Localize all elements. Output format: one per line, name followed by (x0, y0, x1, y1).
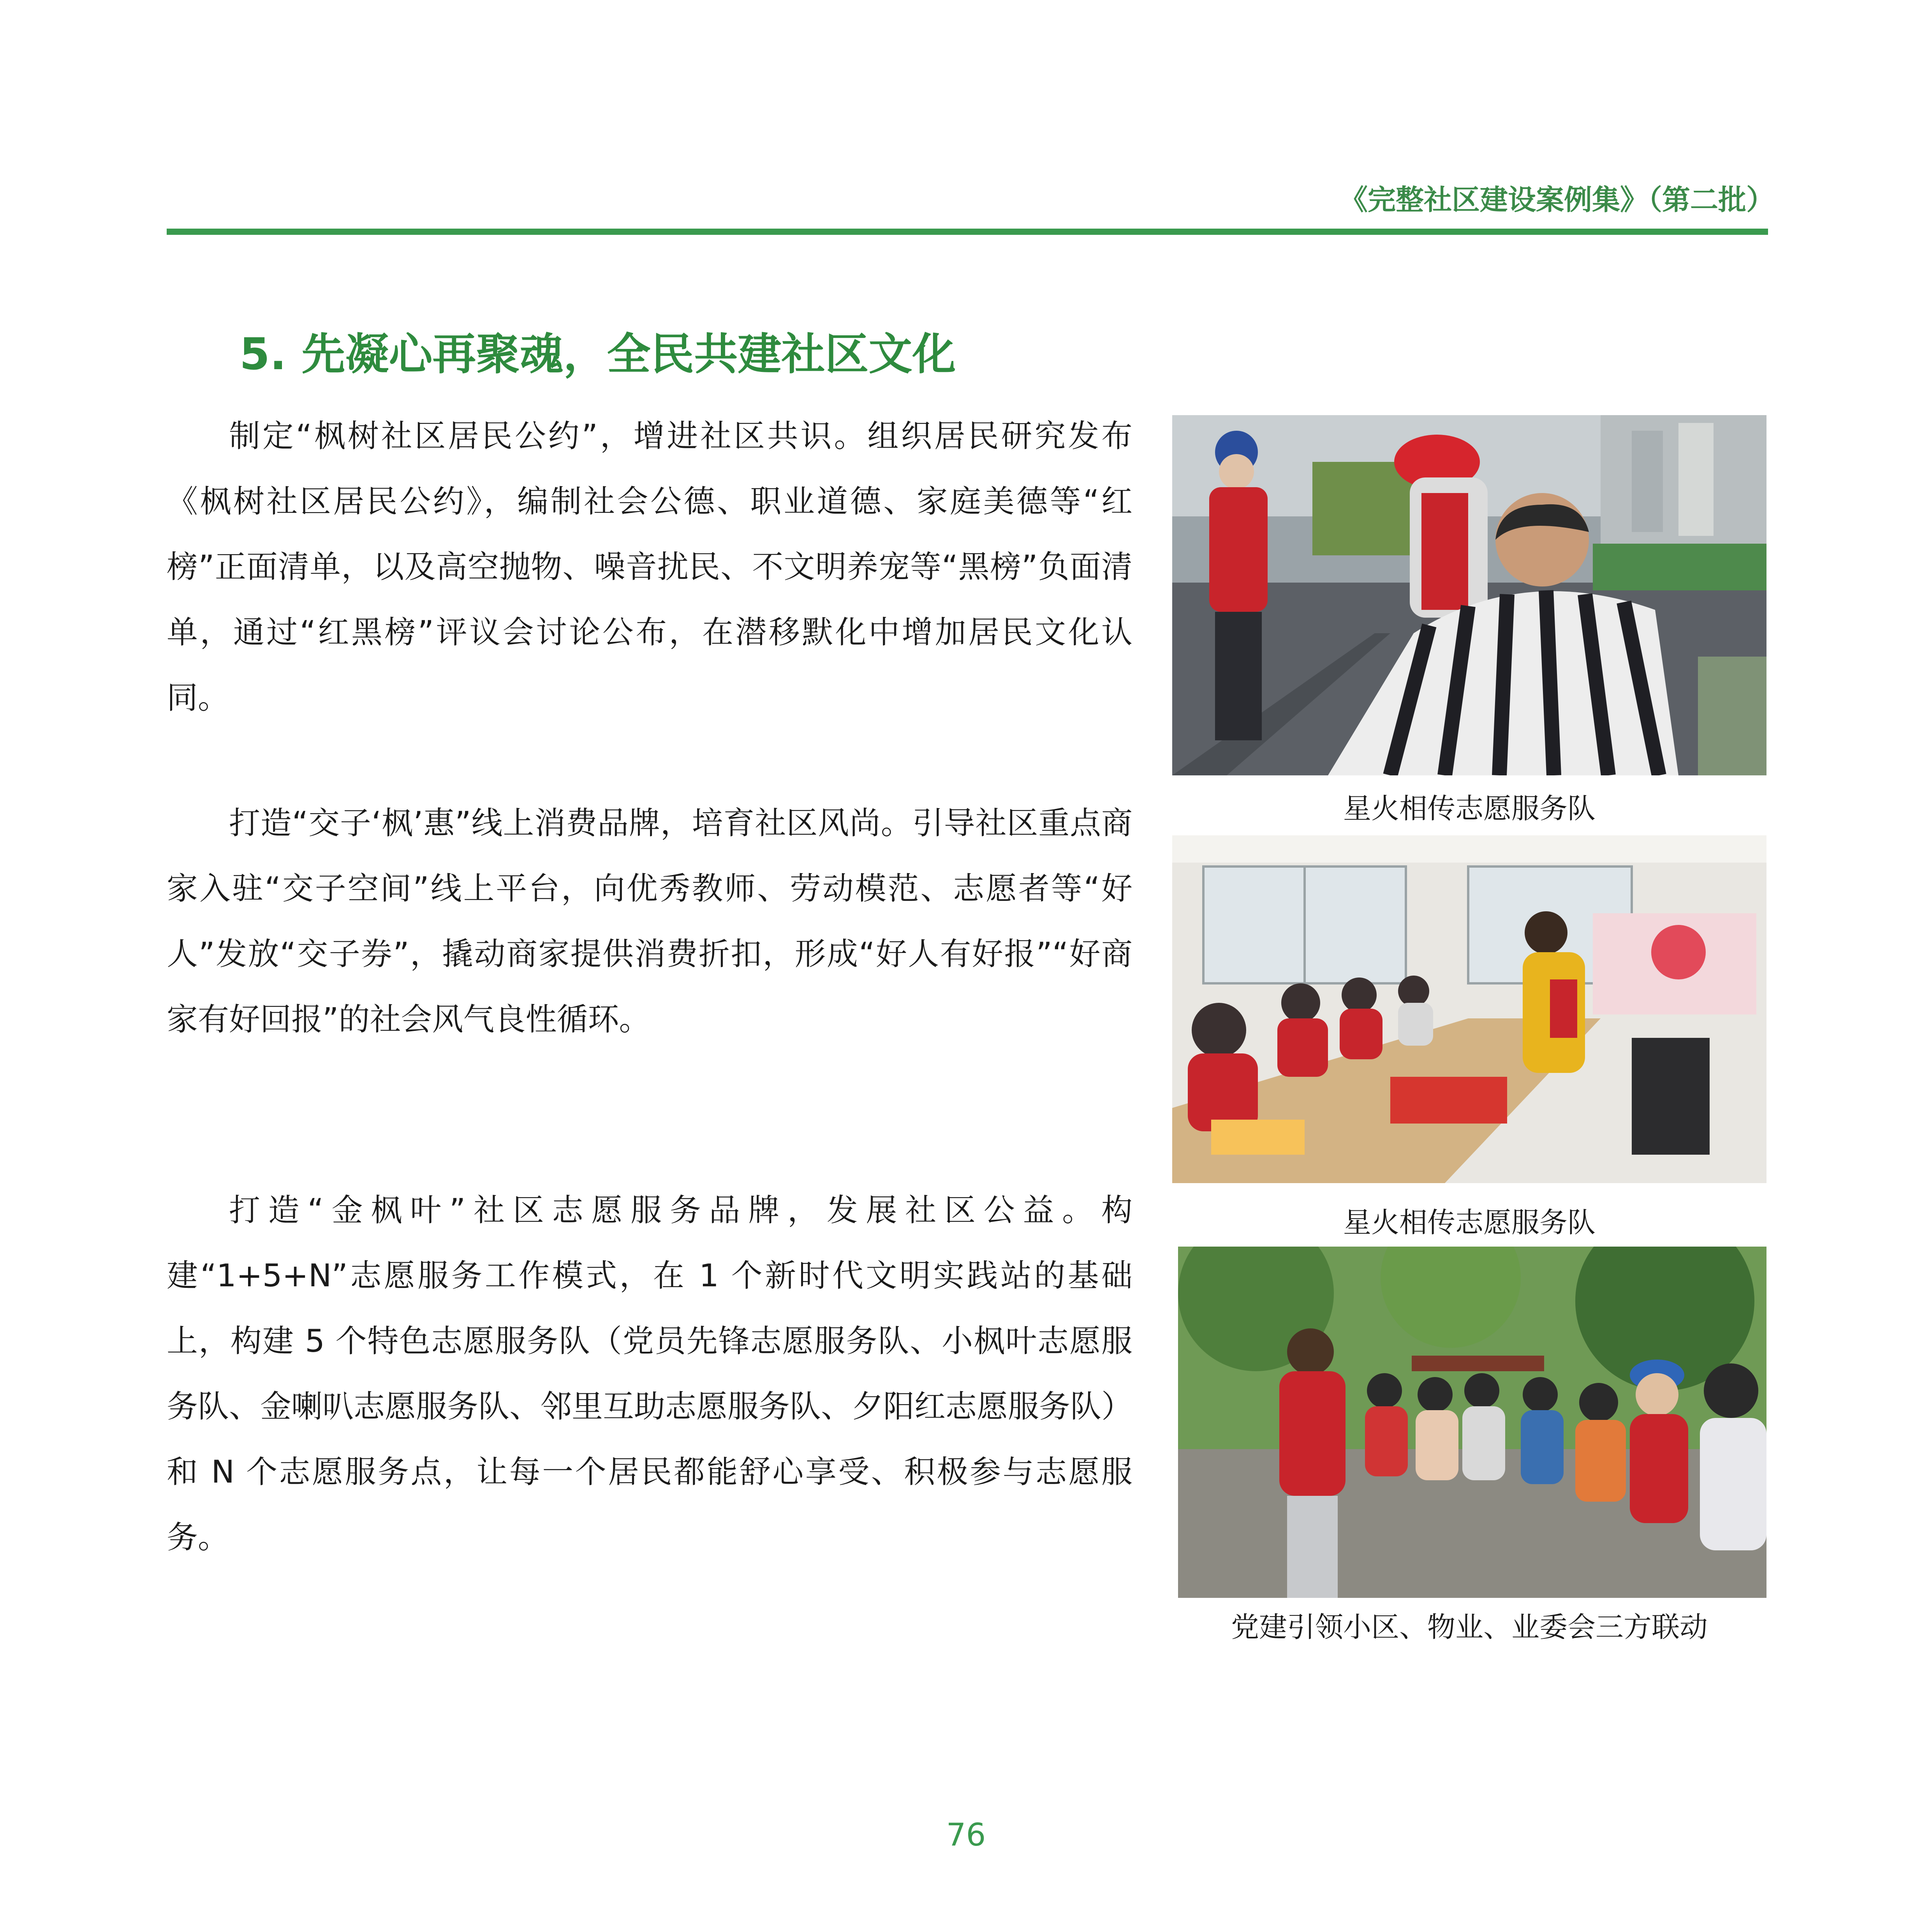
photo-caption: 星火相传志愿服务队 (1343, 1206, 1596, 1239)
photo-meeting-children (1172, 835, 1766, 1183)
body-paragraph-3: 打造“金枫叶”社区志愿服务品牌，发展社区公益。构建“1+5+N”志愿服务工作模式，在 1 个新时代文明实践站的基础上，构建 5 个特色志愿服务队（党员先锋志愿服务队、小枫叶志愿服务队、金喇叭志愿服务队、邻里互助志愿服务队、夕阳红志愿服务队）和 N 个志愿服务点，让每一个居民都能舒心享受、积极参与志愿服务。 (167, 1192, 1132, 1555)
photo-haircut-volunteers (1172, 415, 1766, 775)
body-paragraph-1: 制定“枫树社区居民公约”，增进社区共识。组织居民研究发布《枫树社区居民公约》，编制社会公德、职业道德、家庭美德等“红榜”正面清单，以及高空抛物、噪音扰民、不文明养宠等“黑榜”负面清单，通过“红黑榜”评议会讨论公布，在潜移默化中增加居民文化认同。 (167, 418, 1132, 716)
photo-caption: 星火相传志愿服务队 (1343, 792, 1596, 825)
photo-caption: 党建引领小区、物业、业委会三方联动 (1231, 1611, 1708, 1643)
section-heading: 5. 先凝心再聚魂，全民共建社区文化 (240, 329, 956, 380)
body-paragraph-2: 打造“交子‘枫’惠”线上消费品牌，培育社区风尚。引导社区重点商家入驻“交子空间”线上平台，向优秀教师、劳动模范、志愿者等“好人”发放“交子券”，撬动商家提供消费折扣，形成“好人有好报”“好商家有好回报”的社会风气良性循环。 (167, 805, 1132, 1037)
running-header-title: 《完整社区建设案例集》（第二批） (1339, 183, 1774, 216)
page-number: 76 (946, 1817, 986, 1853)
photo-outdoor-volunteers (1178, 1247, 1766, 1598)
header-divider (167, 229, 1768, 235)
